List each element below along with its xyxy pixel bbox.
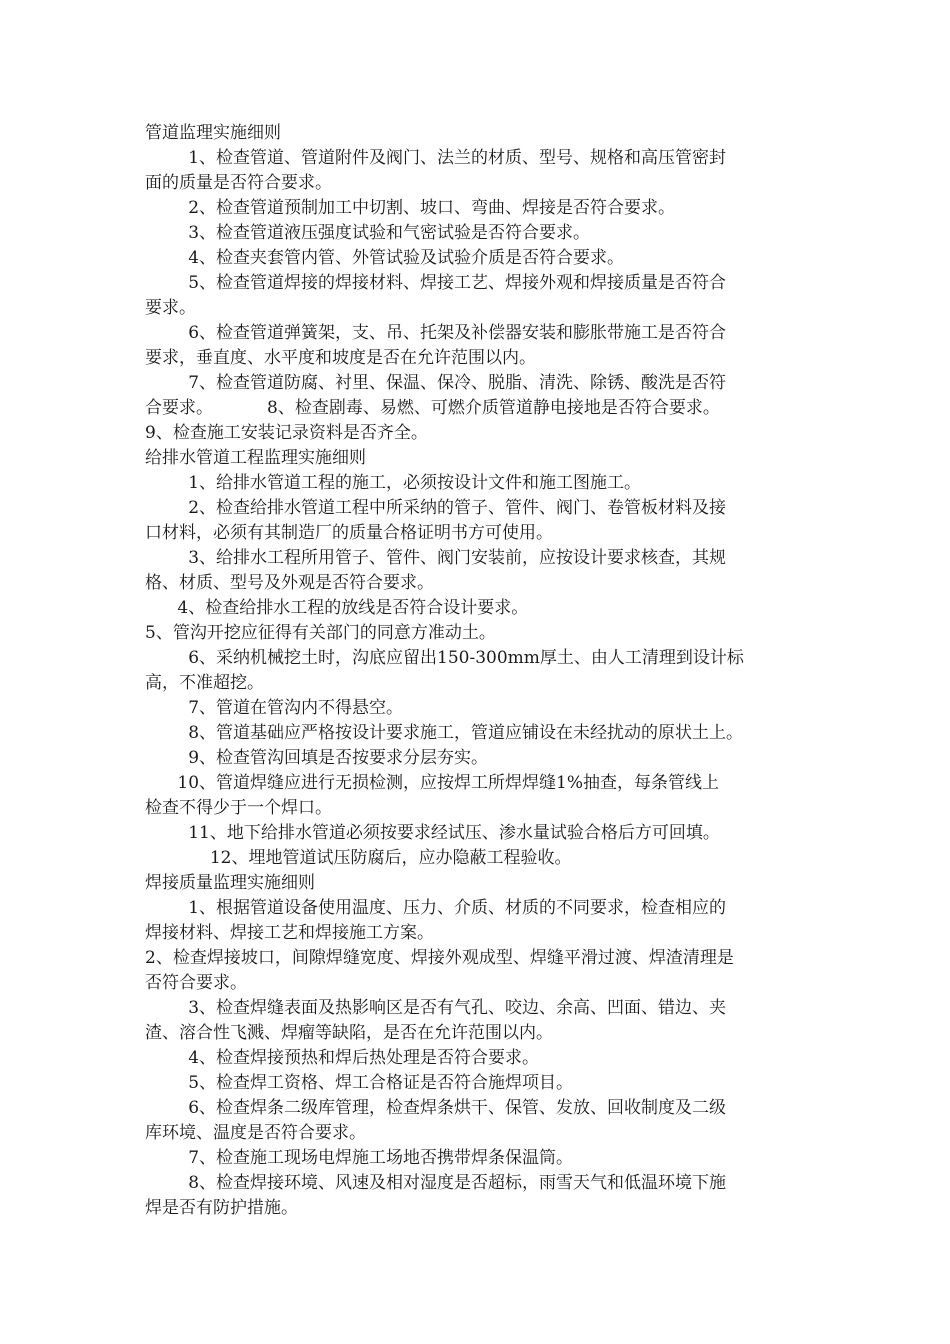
- text-line: 9、检查管沟回填是否按要求分层夯实。: [145, 748, 489, 768]
- text-line: 4、检查给排水工程的放线是否符合设计要求。: [145, 598, 529, 618]
- text-line: 面的质量是否符合要求。: [145, 173, 332, 193]
- text-line: 8、检查焊接环境、风速及相对湿度是否超标，雨雪天气和低温环境下施: [145, 1173, 727, 1193]
- text-line: 否符合要求。: [145, 973, 247, 993]
- text-line: 6、检查焊条二级库管理，检查焊条烘干、保管、发放、回收制度及二级: [145, 1098, 727, 1118]
- text-line: 7、管道在管沟内不得悬空。: [145, 698, 404, 718]
- text-line: 6、检查管道弹簧架，支、吊、托架及补偿器安装和膨胀带施工是否符合: [145, 323, 727, 343]
- text-line: 3、给排水工程所用管子、管件、阀门安装前，应按设计要求核查，其规: [145, 548, 727, 568]
- text-line: 7、检查管道防腐、衬里、保温、保冷、脱脂、清洗、除锈、酸洗是否符: [145, 373, 727, 393]
- text-line: 8、管道基础应严格按设计要求施工，管道应铺设在未经扰动的原状土上。: [145, 723, 744, 743]
- text-line: 2、检查给排水管道工程中所采纳的管子、管件、阀门、卷管板材料及接: [145, 498, 727, 518]
- text-line: 1、检查管道、管道附件及阀门、法兰的材质、型号、规格和高压管密封: [145, 148, 727, 168]
- text-line: 口材料，必须有其制造厂的质量合格证明书方可使用。: [145, 523, 553, 543]
- section-title-pipeline: 管道监理实施细则: [145, 123, 281, 143]
- text-line: 库环境、温度是否符合要求。: [145, 1123, 366, 1143]
- text-line: 焊是否有防护措施。: [145, 1198, 298, 1218]
- section-title-water: 给排水管道工程监理实施细则: [145, 448, 366, 468]
- text-line: 合要求。 8、检查剧毒、易燃、可燃介质管道静电接地是否符合要求。: [145, 398, 720, 418]
- text-line: 2、检查管道预制加工中切割、坡口、弯曲、焊接是否符合要求。: [145, 198, 676, 218]
- text-line: 要求。: [145, 298, 196, 318]
- text-line: 格、材质、型号及外观是否符合要求。: [145, 573, 434, 593]
- text-line: 10、管道焊缝应进行无损检测，应按焊工所焊焊缝1%抽查，每条管线上: [145, 773, 720, 793]
- text-line: 5、检查焊工资格、焊工合格证是否符合施焊项目。: [145, 1073, 574, 1093]
- text-line: 5、管沟开挖应征得有关部门的同意方准动土。: [145, 623, 496, 643]
- text-line: 7、检查施工现场电焊施工场地否携带焊条保温筒。: [145, 1148, 574, 1168]
- text-line: 11、地下给排水管道必须按要求经试压、渗水量试验合格后方可回填。: [145, 823, 720, 843]
- text-line: 1、根据管道设备使用温度、压力、介质、材质的不同要求，检查相应的: [145, 898, 727, 918]
- text-line: 3、检查管道液压强度试验和气密试验是否符合要求。: [145, 223, 591, 243]
- text-line: 5、检查管道焊接的焊接材料、焊接工艺、焊接外观和焊接质量是否符合: [145, 273, 727, 293]
- text-line: 9、检查施工安装记录资料是否齐全。: [145, 423, 428, 443]
- text-line: 4、检查夹套管内管、外管试验及试验介质是否符合要求。: [145, 248, 625, 268]
- text-line: 高，不准超挖。: [145, 673, 264, 693]
- text-line: 12、埋地管道试压防腐后，应办隐蔽工程验收。: [145, 848, 572, 868]
- text-line: 2、检查焊接坡口，间隙焊缝宽度、焊接外观成型、焊缝平滑过渡、焊渣清理是: [145, 948, 734, 968]
- text-line: 6、采纳机械挖土时，沟底应留出150-300mm厚土、由人工清理到设计标: [145, 648, 744, 668]
- text-line: 4、检查焊接预热和焊后热处理是否符合要求。: [145, 1048, 540, 1068]
- text-line: 渣、溶合性飞溅、焊瘤等缺陷，是否在允许范围以内。: [145, 1023, 553, 1043]
- text-line: 焊接材料、焊接工艺和焊接施工方案。: [145, 923, 434, 943]
- text-line: 1、给排水管道工程的施工，必须按设计文件和施工图施工。: [145, 473, 642, 493]
- text-line: 要求，垂直度、水平度和坡度是否在允许范围以内。: [145, 348, 536, 368]
- text-line: 检查不得少于一个焊口。: [145, 798, 332, 818]
- section-title-welding: 焊接质量监理实施细则: [145, 873, 315, 893]
- text-line: 3、检查焊缝表面及热影响区是否有气孔、咬边、余高、凹面、错边、夹: [145, 998, 727, 1018]
